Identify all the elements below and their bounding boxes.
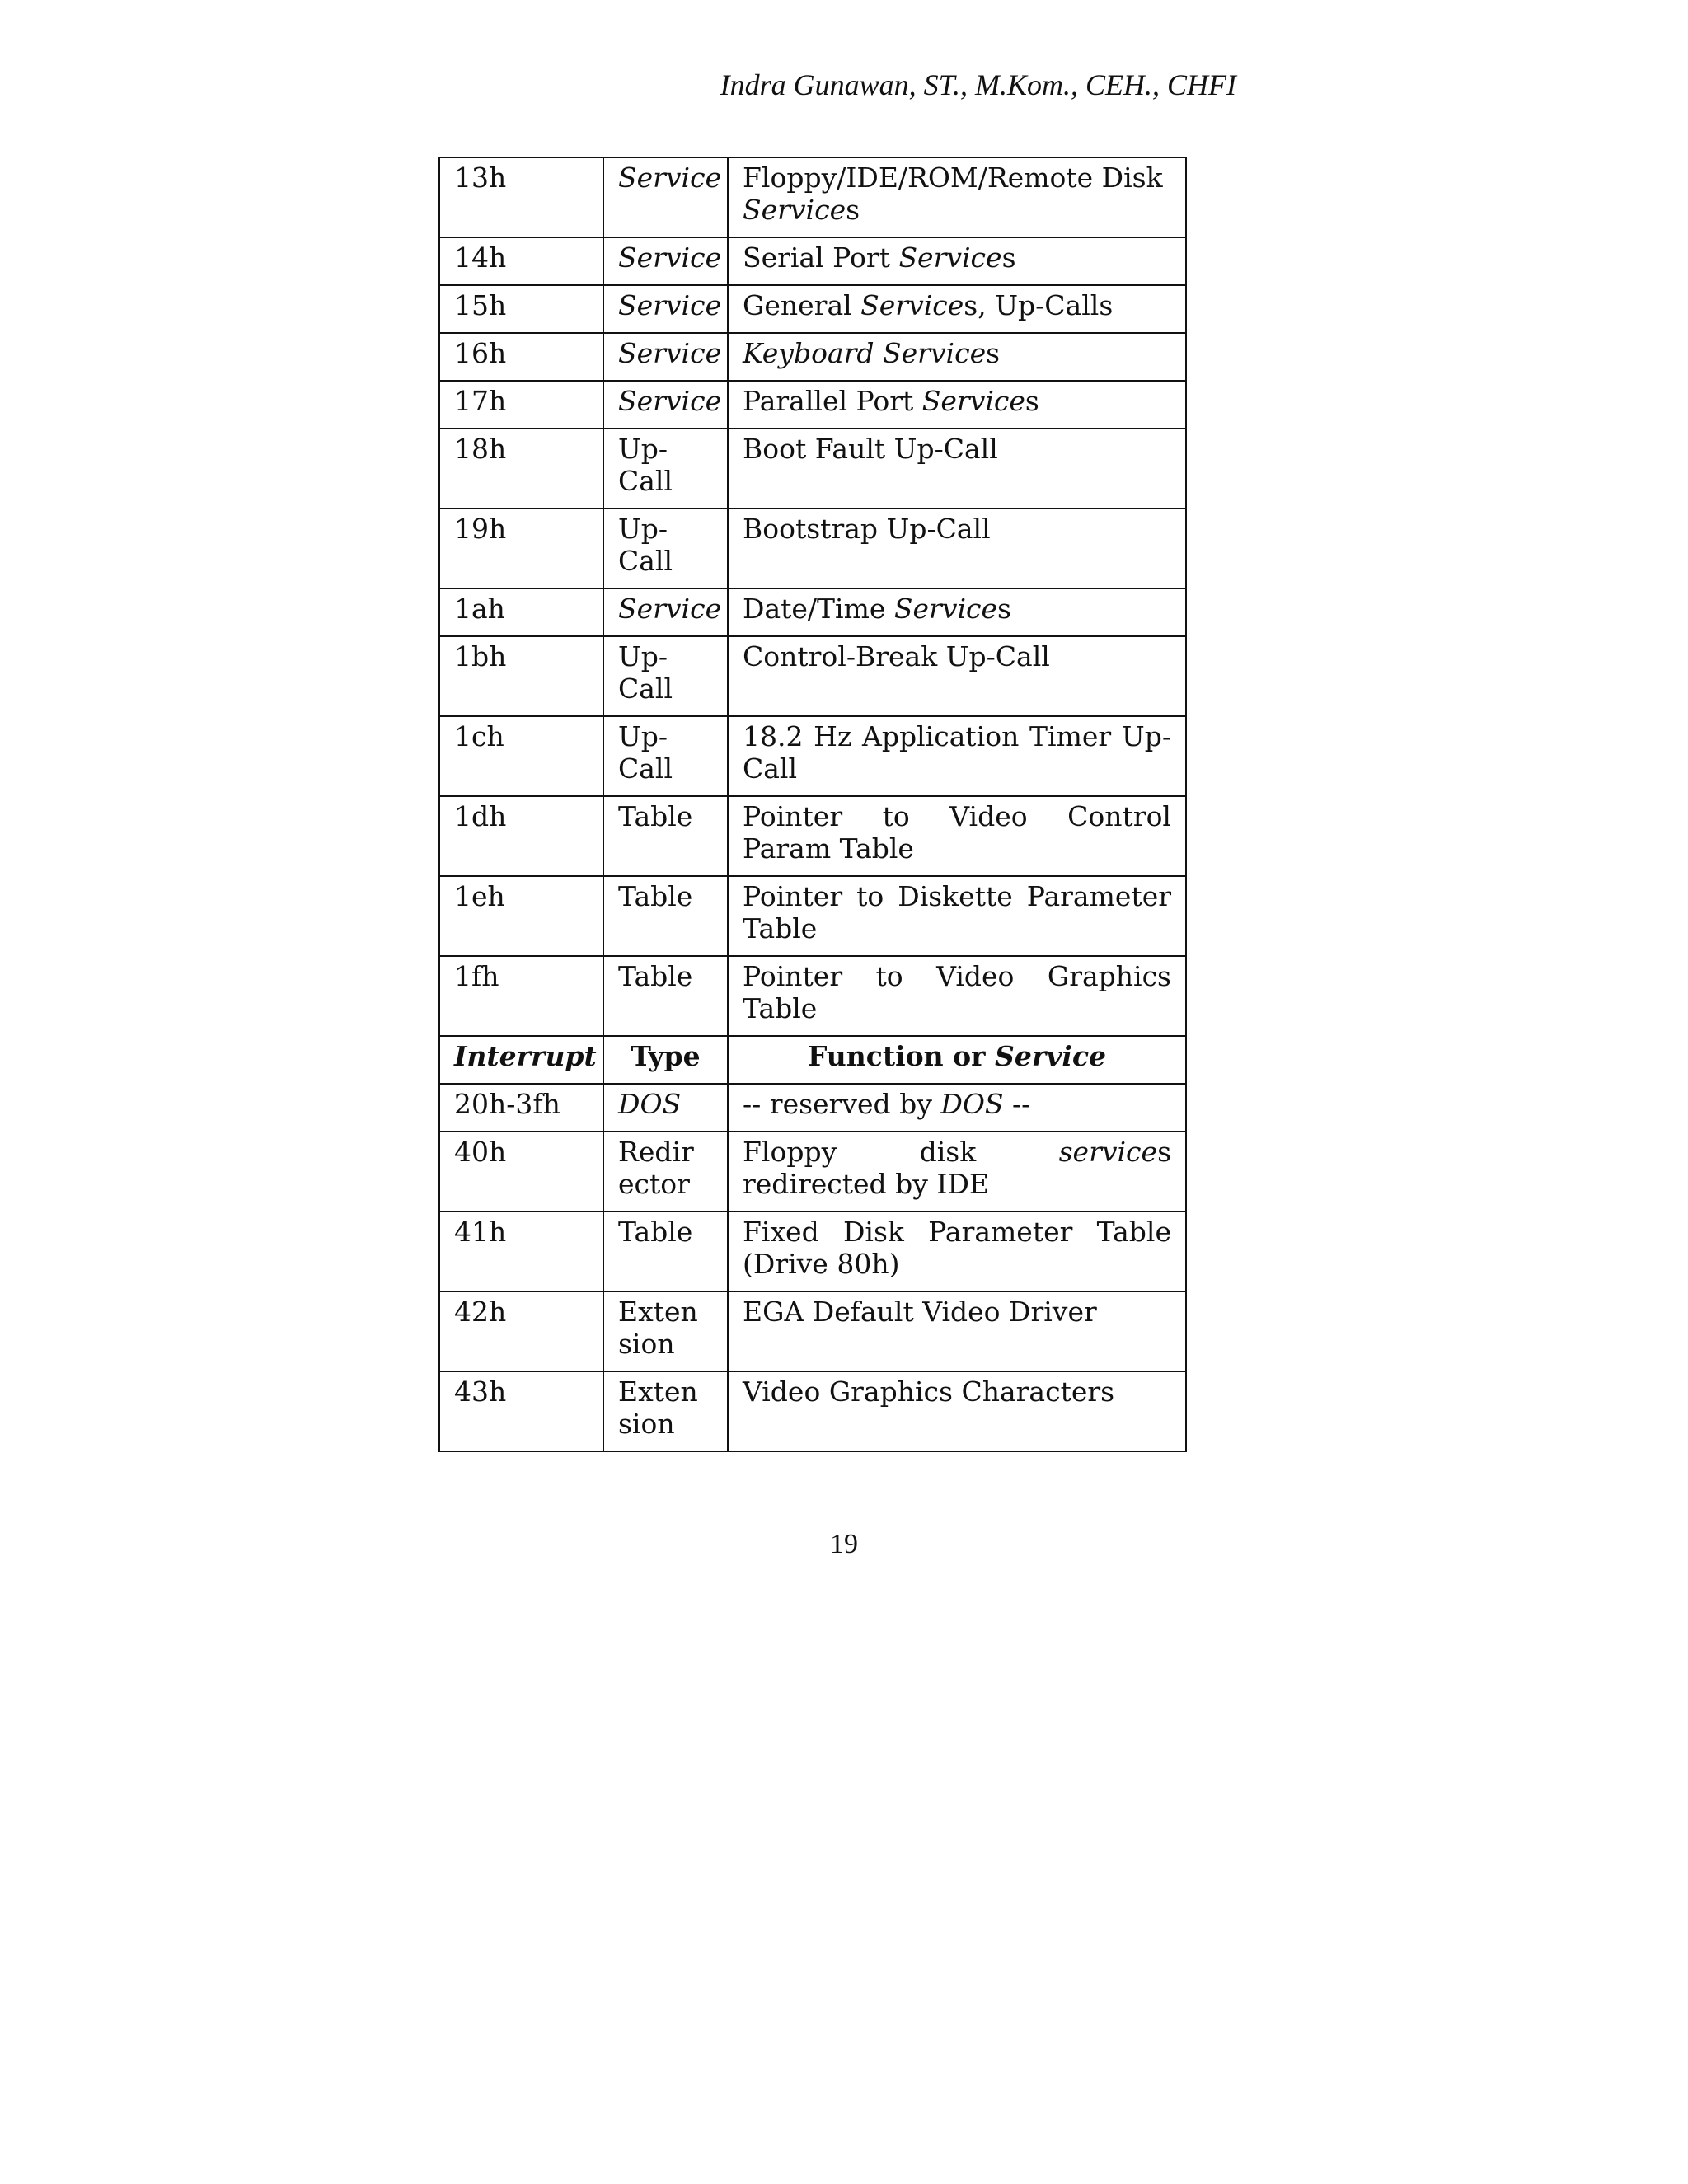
function-cell: Date/Time Services: [728, 588, 1186, 636]
type-header: Type: [603, 1036, 728, 1084]
running-head-author: Indra Gunawan, ST., M.Kom., CEH., CHFI: [720, 68, 1236, 101]
table-row: [439, 588, 1186, 636]
type-cell: Table: [603, 956, 728, 1036]
function-cell: Pointer to Video Control Param Table: [728, 796, 1186, 876]
function-cell: Pointer to Video Graphics Table: [728, 956, 1186, 1036]
table-row: [439, 876, 1186, 956]
table-row: [439, 285, 1186, 333]
function-cell: Serial Port Services: [728, 237, 1186, 285]
interrupt-cell: 43h: [439, 1371, 603, 1451]
function-cell: General Services, Up-Calls: [728, 285, 1186, 333]
function-cell: Pointer to Diskette Parameter Table: [728, 876, 1186, 956]
function-cell: Floppy/IDE/ROM/Remote Disk Services: [728, 157, 1186, 237]
table-row: [439, 956, 1186, 1036]
interrupt-cell: 20h-3fh: [439, 1084, 603, 1132]
table-row: [439, 796, 1186, 876]
interrupt-cell: 40h: [439, 1132, 603, 1212]
type-cell: Up-Call: [603, 509, 728, 588]
table-row: [439, 1291, 1186, 1371]
interrupt-cell: 13h: [439, 157, 603, 237]
page-number: 19: [830, 1529, 858, 1559]
function-cell: Parallel Port Services: [728, 381, 1186, 429]
interrupt-cell: 42h: [439, 1291, 603, 1371]
type-cell: Table: [603, 876, 728, 956]
table-row: [439, 429, 1186, 509]
type-cell: Service: [603, 157, 728, 237]
type-cell: DOS: [603, 1084, 728, 1132]
interrupt-cell: 19h: [439, 509, 603, 588]
function-cell: Keyboard Services: [728, 333, 1186, 381]
function-cell: 18.2 Hz Application Timer Up-Call: [728, 716, 1186, 796]
type-text: Redirector: [618, 1136, 694, 1200]
type-cell: Service: [603, 237, 728, 285]
function-cell: Video Graphics Characters: [728, 1371, 1186, 1451]
type-cell: Up-Call: [603, 429, 728, 509]
type-cell: Up-Call: [603, 636, 728, 716]
type-cell: Service: [603, 333, 728, 381]
interrupt-cell: 15h: [439, 285, 603, 333]
table-row: [439, 716, 1186, 796]
table-row: [439, 333, 1186, 381]
type-cell: Up-Call: [603, 716, 728, 796]
table-row: [439, 1212, 1186, 1291]
interrupt-table: [438, 157, 1187, 1452]
table-row: [439, 1371, 1186, 1451]
interrupt-cell: 41h: [439, 1212, 603, 1291]
interrupt-cell: 1ch: [439, 716, 603, 796]
function-cell: -- reserved by DOS --: [728, 1084, 1186, 1132]
function-cell: Boot Fault Up-Call: [728, 429, 1186, 509]
table-row: [439, 1132, 1186, 1212]
interrupt-header: Interrupt: [439, 1036, 603, 1084]
function-cell: Fixed Disk Parameter Table (Drive 80h): [728, 1212, 1186, 1291]
function-cell: Floppy disk services redirected by IDE: [728, 1132, 1186, 1212]
type-cell: Service: [603, 381, 728, 429]
interrupt-cell: 17h: [439, 381, 603, 429]
interrupt-cell: 1eh: [439, 876, 603, 956]
function-cell: EGA Default Video Driver: [728, 1291, 1186, 1371]
interrupt-cell: 1dh: [439, 796, 603, 876]
interrupt-cell: 18h: [439, 429, 603, 509]
interrupt-cell: 14h: [439, 237, 603, 285]
table-row: [439, 636, 1186, 716]
table-header-row: [439, 1036, 1186, 1084]
table-row: [439, 381, 1186, 429]
interrupt-cell: 1bh: [439, 636, 603, 716]
table-row: [439, 1084, 1186, 1132]
type-cell: [603, 1371, 728, 1451]
interrupt-cell: 16h: [439, 333, 603, 381]
interrupt-cell: 1fh: [439, 956, 603, 1036]
type-text: Extension: [618, 1296, 698, 1360]
function-cell: Control-Break Up-Call: [728, 636, 1186, 716]
type-cell: Service: [603, 285, 728, 333]
type-text: Extension: [618, 1376, 698, 1440]
type-cell: Table: [603, 796, 728, 876]
interrupt-cell: 1ah: [439, 588, 603, 636]
type-cell: Table: [603, 1212, 728, 1291]
type-cell: [603, 1132, 728, 1212]
function-cell: Bootstrap Up-Call: [728, 509, 1186, 588]
type-cell: Service: [603, 588, 728, 636]
table-row: [439, 509, 1186, 588]
table-row: [439, 237, 1186, 285]
function-header: Function or Service: [728, 1036, 1186, 1084]
table-row: [439, 157, 1186, 237]
type-cell: [603, 1291, 728, 1371]
